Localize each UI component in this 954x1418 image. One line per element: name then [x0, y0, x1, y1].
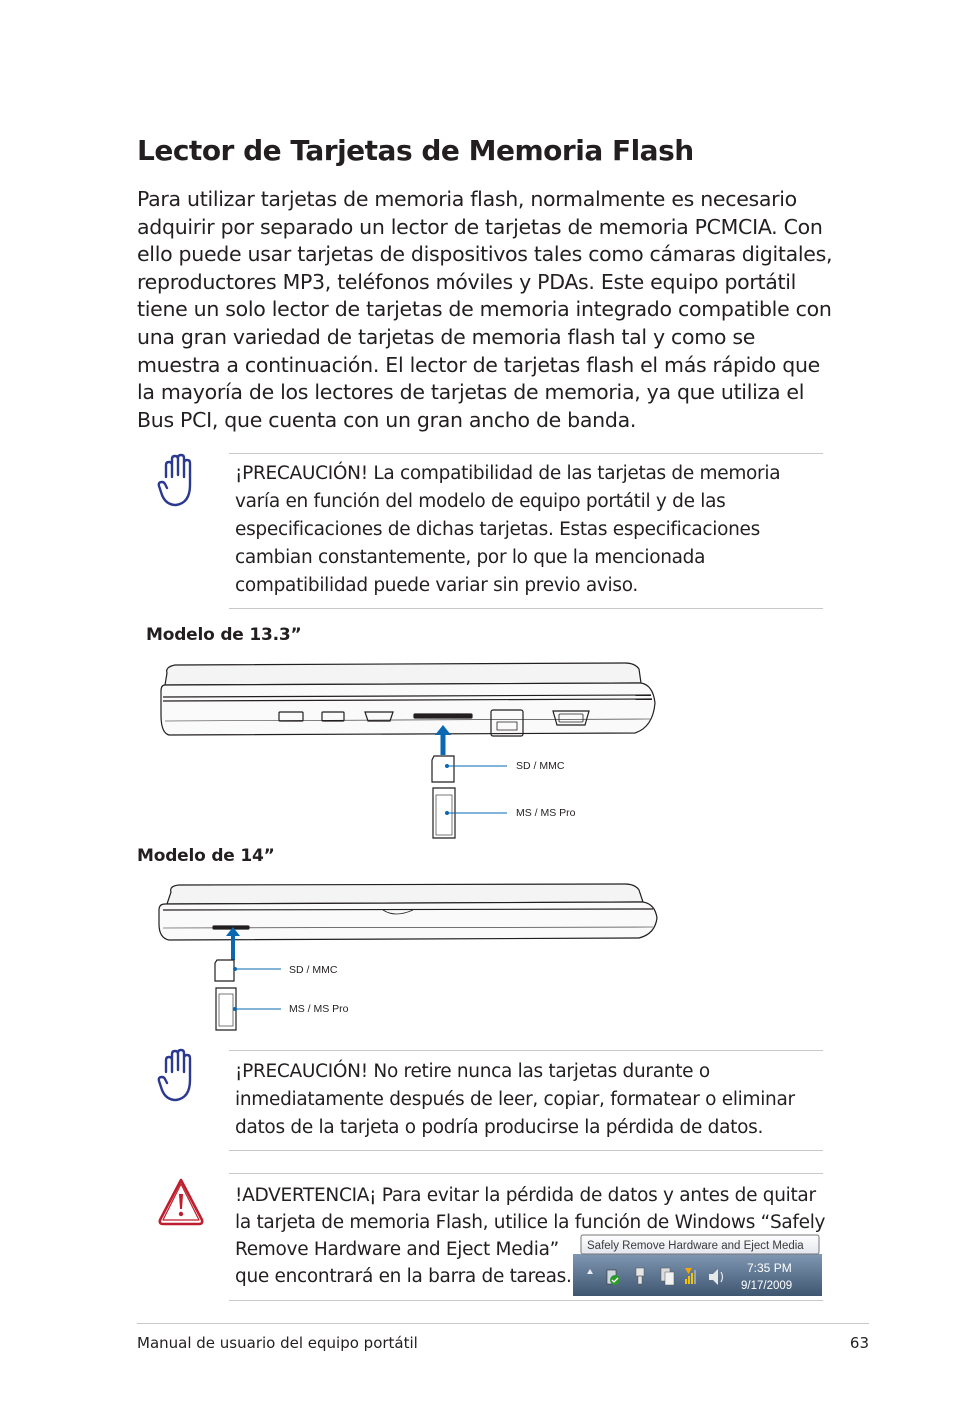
model-label-13: Modelo de 13.3”: [146, 625, 302, 645]
caution-note-1: [229, 453, 823, 609]
caution-note-2: [229, 1050, 823, 1151]
model-label-14: Modelo de 14”: [137, 846, 275, 866]
tray-date: 9/17/2009: [741, 1280, 793, 1292]
warning-triangle-icon: [156, 1176, 206, 1228]
warning-line-3: Remove Hardware and Eject Media”: [235, 1239, 559, 1260]
taskbar-tray-screenshot: [573, 1234, 822, 1296]
caution-hand-icon: [157, 453, 203, 509]
page-number: 63: [849, 1334, 869, 1352]
tray-tooltip: Safely Remove Hardware and Eject Media: [587, 1240, 804, 1252]
caution-hand-icon: [157, 1048, 203, 1104]
sd-mmc-label-13: SD / MMC: [516, 760, 565, 772]
ms-pro-label-14: MS / MS Pro: [289, 1003, 349, 1015]
caution-text: ¡PRECAUCIÓN! No retire nunca las tarjetas durante o inmediatamente después de leer, copiar, formatear o eliminar datos de la tarjeta o podría producirse la pérdida de datos.: [235, 1061, 795, 1138]
warning-line-1: !ADVERTENCIA¡ Para evitar la pérdida de datos y antes de quitar: [235, 1185, 816, 1206]
caution-text: ¡PRECAUCIÓN! La compatibilidad de las tarjetas de memoria varía en función del modelo de equipo portátil y de las especificaciones de dichas tarjetas. Estas especificaciones cambian constantemente, por lo que la mencionada compatibilidad puede variar sin previo aviso.: [235, 463, 781, 596]
tray-time: 7:35 PM: [747, 1261, 792, 1275]
footer-title: Manual de usuario del equipo portátil: [137, 1334, 418, 1352]
laptop-13-figure: [155, 655, 665, 845]
warning-line-4: que encontrará en la barra de tareas.: [235, 1266, 572, 1287]
page-footer: [137, 1323, 869, 1352]
warning-line-2: la tarjeta de memoria Flash, utilice la función de Windows “Safely: [235, 1212, 826, 1233]
sd-mmc-label-14: SD / MMC: [289, 964, 338, 976]
page-title: Lector de Tarjetas de Memoria Flash: [137, 134, 694, 167]
intro-paragraph: Para utilizar tarjetas de memoria flash, normalmente es necesario adquirir por separado un lector de tarjetas de memoria PCMCIA. Con ello puede usar tarjetas de dispositivos tales como cámaras digitales, reproductores MP3, teléfonos móviles y PDAs. Este equipo portátil tiene un solo lector de tarjetas de memoria integrado compatible con una gran variedad de tarjetas de memoria flash tal y como se muestra a continuación. El lector de tarjetas flash el más rápido que la mayoría de los lectores de tarjetas de memoria, ya que utiliza el Bus PCI, que cuenta con un gran ancho de banda.: [137, 187, 833, 432]
ms-pro-label-13: MS / MS Pro: [516, 807, 576, 819]
laptop-14-figure: [155, 880, 665, 1040]
